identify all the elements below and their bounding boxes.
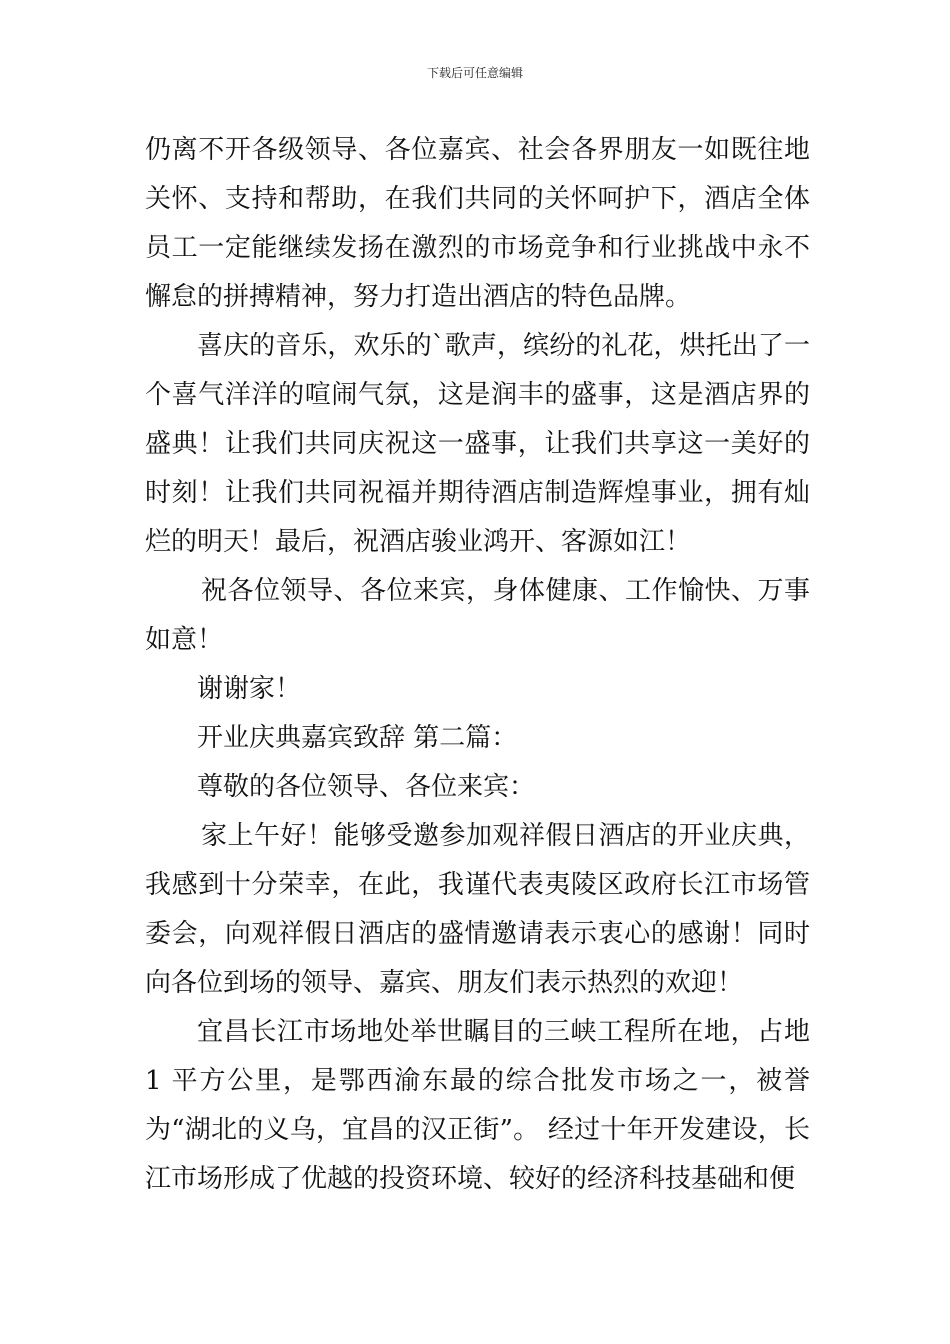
section-heading: 开业庆典嘉宾致辞 第二篇：	[197, 723, 518, 753]
paragraph-thanks: 谢谢家！	[197, 674, 302, 704]
paragraph-celebration: 喜庆的音乐，欢乐的`歌声，缤纷的礼花，烘托出了一个喜气洋洋的喧闹气氛，这是润丰的盛事，这是酒店界的盛典！让我们共同庆祝这一盛事，让我们共享这一美好的时刻！让我们共同祝福并期待酒店制造辉煌事业，拥有灿烂的明天！最后，祝酒店骏业鸿开、客源如江！	[145, 331, 810, 557]
paragraph-continuation: 仍离不开各级领导、各位嘉宾、社会各界朋友一如既往地关怀、支持和帮助，在我们共同的关怀呵护下，酒店全体员工一定能继续发扬在激烈的市场竞争和行业挑战中永不懈怠的拼搏精神，努力打造出酒店的特色品牌。	[145, 135, 810, 312]
salutation: 尊敬的各位领导、各位来宾：	[197, 772, 536, 802]
paragraph-market-intro: 宜昌长江市场地处举世瞩目的三峡工程所在地，占地 1 平方公里，是鄂西渝东最的综合批发市场之一，被誉为“湖北的义乌，宜昌的汉正街”。 经过十年开发建设，长江市场形成了优越的投资环境、较好的经济科技基础和便	[145, 1017, 810, 1194]
document-body	[145, 126, 810, 1204]
paragraph-wishes: 祝各位领导、各位来宾，身体健康、工作愉快、万事如意！	[145, 576, 810, 655]
paragraph-greeting: 家上午好！能够受邀参加观祥假日酒店的开业庆典，我感到十分荣幸，在此，我谨代表夷陵区政府长江市场管委会，向观祥假日酒店的盛情邀请表示衷心的感谢！同时向各位到场的领导、嘉宾、朋友们表示热烈的欢迎！	[145, 821, 810, 998]
page-header-note: 下载后可任意编辑	[426, 66, 523, 80]
